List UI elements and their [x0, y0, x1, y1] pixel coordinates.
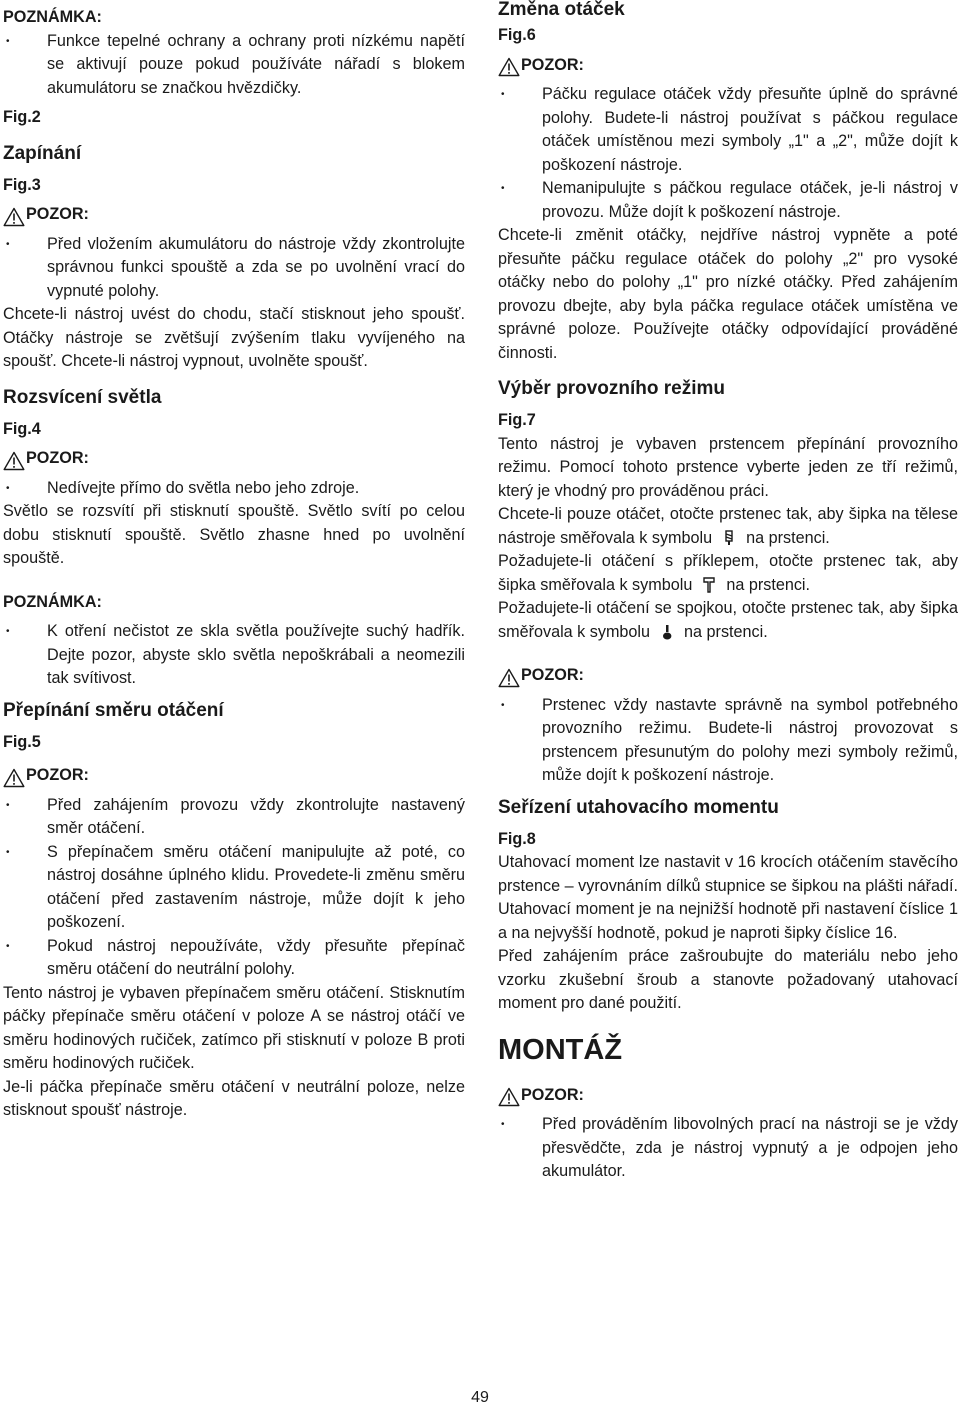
- section-heading-montaz: MONTÁŽ: [498, 1033, 623, 1066]
- list-item: • Prstenec vždy nastavte správně na symbol potřebného provozního režimu. Budete-li nástroj provozovat s prstencem přesunutým do polohy mezi symboly režimů, může dojít k poškození nástroje.: [501, 695, 958, 784]
- warning-triangle-icon: [3, 451, 25, 471]
- warning-triangle-icon: [3, 207, 25, 227]
- paragraph: Chcete-li nástroj uvést do chodu, stačí stisknout jeho spoušť. Otáčky nástroje se zvětšují zvýšením tlaku vyvíjeného na spoušť. Chcete-li nástroj vypnout, uvolněte spoušť.: [3, 305, 465, 370]
- caution-label: POZOR:: [498, 54, 958, 78]
- section-heading-smer: Přepínání směru otáčení: [3, 699, 224, 721]
- warning-triangle-icon: [498, 57, 520, 77]
- list-item: • K otření nečistot ze skla světla používejte suchý hadřík. Dejte pozor, abyste sklo světla nepoškrábali a neomezili tak svítivost.: [6, 622, 465, 687]
- caution-label: POZOR:: [498, 1084, 958, 1108]
- right-column: [498, 0, 958, 1184]
- paragraph: Požadujete-li otáčení se spojkou, otočte prstenec tak, aby šipka směřovala k symbolu na prstenci.: [498, 599, 958, 641]
- drill-mode-icon: [722, 530, 736, 546]
- paragraph: Před zahájením práce zašroubujte do materiálu nebo jeho vzorku zkušební šroub a stanovte požadovaný utahovací moment pro dané použití.: [498, 947, 958, 1012]
- paragraph: Tento nástroj je vybaven prstencem přepínání provozního režimu. Pomocí tohoto prstence vyberte jeden ze tří režimů, který je vhodný pro prováděnou práci.: [498, 434, 958, 500]
- section-heading-otacky: Změna otáček: [498, 0, 625, 20]
- fig-label: Fig.2: [3, 108, 41, 126]
- warning-triangle-icon: [3, 768, 25, 788]
- paragraph: Požadujete-li otáčení s příklepem, otočte prstenec tak, aby šipka směřovala k symbolu na prstenci.: [498, 552, 958, 594]
- hammer-mode-icon: [702, 577, 716, 593]
- paragraph: Tento nástroj je vybaven přepínačem směru otáčení. Stisknutím páčky přepínače směru otáčení v poloze A se nástroj otáčí ve směru hodinových ručiček, zatímco při stisknutí v poloze B proti směru hodinových ručiček.: [3, 983, 465, 1072]
- left-column: [3, 0, 465, 1123]
- list-item: • Před vložením akumulátoru do nástroje vždy zkontrolujte správnou funkci spouště a zda se po uvolnění vrací do vypnuté polohy.: [6, 234, 465, 300]
- section-heading-rezim: Výběr provozního režimu: [498, 378, 725, 399]
- fig-label: Fig.8: [498, 829, 536, 848]
- caution-label: POZOR:: [3, 764, 465, 788]
- paragraph: Světlo se rozsvítí při stisknutí spouště. Světlo svítí po celou dobu stisknutí spouště. Světlo zhasne hned po uvolnění spouště.: [3, 502, 465, 567]
- fig-label: Fig.7: [498, 411, 536, 429]
- fig-label: Fig.6: [498, 26, 536, 44]
- list-item: • Páčku regulace otáček vždy přesuňte úplně do správné polohy. Budete-li nástroj používat s páčkou regulace otáček umístěnou mezi symboly „1" a „2", může dojít k poškození nástroje.: [501, 85, 958, 174]
- paragraph: Je-li páčka přepínače směru otáčení v neutrální poloze, nelze stisknout spoušť nástroje.: [3, 1077, 465, 1119]
- fig-label: Fig.3: [3, 175, 41, 194]
- note-label: POZNÁMKA:: [3, 592, 102, 611]
- section-heading-zapinani: Zapínání: [3, 142, 82, 164]
- caution-label: POZOR:: [3, 447, 465, 471]
- paragraph: Chcete-li pouze otáčet, otočte prstenec tak, aby šipka na tělese nástroje směřovala k symbolu na prstenci.: [498, 505, 958, 547]
- paragraph: Chcete-li změnit otáčky, nejdříve nástroj vypněte a poté přesuňte páčku regulace otáček do polohy „2" pro vysoké otáčky nebo do polohy „1" pro nízké otáčky. Před zahájením provozu dbejte, aby byla páčka regulace otáček umístěna ve správné poloze. Používejte otáčky odpovídající prováděné činnosti.: [498, 226, 958, 362]
- list-item: • Nedívejte přímo do světla nebo jeho zdroje.: [6, 478, 360, 497]
- list-item: • Nemanipulujte s páčkou regulace otáček, je-li nástroj v provozu. Může dojít k poškození nástroje.: [501, 179, 958, 221]
- section-heading-moment: Seřízení utahovacího momentu: [498, 796, 779, 818]
- caution-label: POZOR:: [3, 203, 465, 227]
- list-item: • Funkce tepelné ochrany a ochrany proti nízkému napětí se aktivují pouze pokud používáte nářadí s blokem akumulátoru se značkou hvězdičky.: [6, 31, 465, 97]
- warning-triangle-icon: [498, 1087, 520, 1107]
- caution-label: POZOR:: [498, 664, 958, 688]
- warning-triangle-icon: [498, 668, 520, 688]
- note-label: POZNÁMKA:: [3, 8, 102, 26]
- fig-label: Fig.5: [3, 732, 41, 751]
- fig-label: Fig.4: [3, 419, 41, 438]
- paragraph: Utahovací moment lze nastavit v 16 krocích otáčením stavěcího prstence – vyrovnáním dílků stupnice se šipkou na plášti nářadí. Utahovací moment je na nejnižší hodnotě při nastavení číslice 1 a na nejvyšší hodnotě, pokud je naproti šipky číslice 16.: [498, 853, 958, 942]
- clutch-mode-icon: [660, 624, 674, 640]
- list-item: • Před zahájením provozu vždy zkontrolujte nastavený směr otáčení.: [6, 795, 465, 837]
- list-item: • S přepínačem směru otáčení manipulujte až poté, co nástroj dosáhne úplného klidu. Provedete-li změnu směru otáčení před zastavením nástroje, může dojít k jeho poškození.: [6, 842, 465, 931]
- page-number: 49: [471, 1389, 489, 1406]
- list-item: • Pokud nástroj nepoužíváte, vždy přesuňte přepínač směru otáčení do neutrální polohy.: [6, 936, 465, 978]
- section-heading-svetlo: Rozsvícení světla: [3, 386, 162, 408]
- list-item: • Před prováděním libovolných prací na nástroji se je vždy přesvědčte, zda je nástroj vypnutý a je odpojen jeho akumulátor.: [501, 1115, 958, 1180]
